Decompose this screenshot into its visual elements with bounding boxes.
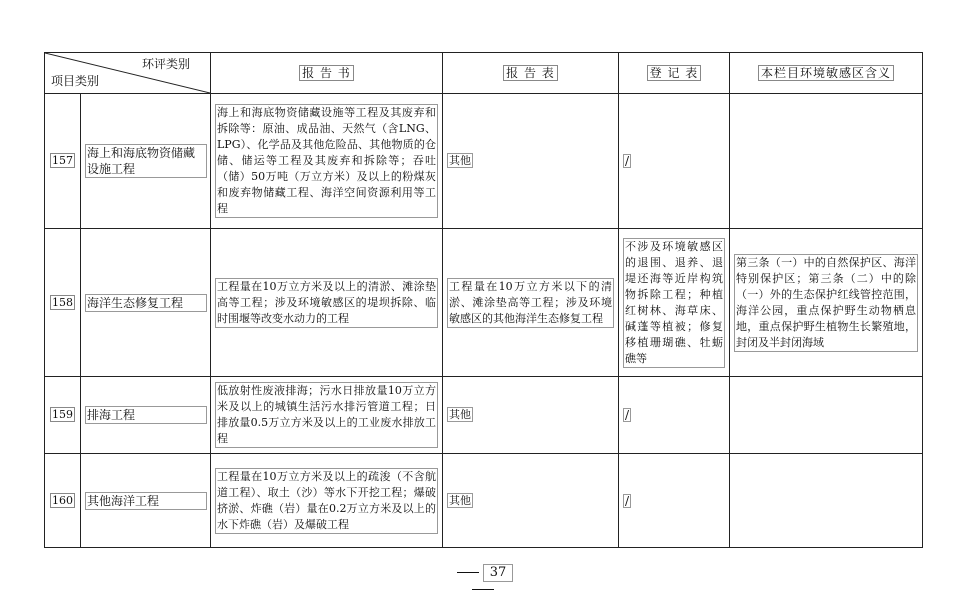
table-row [45, 229, 923, 377]
project-category: 海洋生态修复工程 [81, 229, 211, 377]
corner-top-label: 环评类别 [141, 57, 190, 71]
page-footer [440, 564, 526, 598]
sensitive-area-cell: 第三条（一）中的自然保护区、海洋特别保护区；第三条（二）中的除（一）外的生态保护红线管控范围，海洋公园，重点保护野生动物栖息地，重点保护野生植物生长繁殖地，封闭及半封闭海域 [730, 229, 923, 377]
row-number: 159 [45, 377, 81, 454]
row-number: 160 [45, 454, 81, 548]
header-register: 登 记 表 [619, 53, 730, 94]
footer-rule-left [457, 572, 479, 573]
header-sensitive-area: 本栏目环境敏感区含义 [730, 53, 923, 94]
table-row [45, 454, 923, 548]
register-cell: / [619, 94, 730, 229]
sensitive-area-cell [730, 454, 923, 548]
report-book-cell: 海上和海底物资储藏设施等工程及其废弃和拆除等：原油、成品油、天然气（含LNG、LPG）、化学品及其他危险品、其他物质的仓储、储运等工程及其废弃和拆除等；吞吐（储）50万吨（万立方米）及以上的粉煤灰和废弃物储藏工程、海洋空间资源利用等工程 [211, 94, 443, 229]
header-row [45, 53, 923, 94]
register-cell: / [619, 454, 730, 548]
project-category: 其他海洋工程 [81, 454, 211, 548]
header-report-table: 报 告 表 [443, 53, 619, 94]
sensitive-area-cell [730, 377, 923, 454]
eia-category-table [44, 52, 923, 548]
report-table-cell: 工程量在10万立方米以下的清淤、滩涂垫高等工程；涉及环境敏感区的其他海洋生态修复工程 [443, 229, 619, 377]
header-corner-cell [45, 53, 211, 94]
project-category: 排海工程 [81, 377, 211, 454]
report-table-cell: 其他 [443, 454, 619, 548]
table-row [45, 94, 923, 229]
register-cell: 不涉及环境敏感区的退围、退养、退堤还海等近岸构筑物拆除工程；种植红树林、海草床、碱蓬等植被；修复移植珊瑚礁、牡蛎礁等 [619, 229, 730, 377]
sensitive-area-cell [730, 94, 923, 229]
footer-rule-right [472, 589, 494, 590]
report-book-cell: 低放射性废液排海；污水日排放量10万立方米及以上的城镇生活污水排污管道工程；日排放量0.5万立方米及以上的工业废水排放工程 [211, 377, 443, 454]
row-number: 158 [45, 229, 81, 377]
header-report-book: 报 告 书 [211, 53, 443, 94]
register-cell: / [619, 377, 730, 454]
page-number: 37 [483, 564, 514, 582]
corner-bottom-label: 项目类别 [51, 74, 100, 88]
report-table-cell: 其他 [443, 377, 619, 454]
table-row [45, 377, 923, 454]
report-book-cell: 工程量在10万立方米及以上的清淤、滩涂垫高等工程；涉及环境敏感区的堤坝拆除、临时围堰等改变水动力的工程 [211, 229, 443, 377]
report-book-cell: 工程量在10万立方米及以上的疏浚（不含航道工程）、取土（沙）等水下开挖工程；爆破挤淤、炸礁（岩）量在0.2万立方米及以上的水下炸礁（岩）及爆破工程 [211, 454, 443, 548]
project-category: 海上和海底物资储藏设施工程 [81, 94, 211, 229]
row-number: 157 [45, 94, 81, 229]
report-table-cell: 其他 [443, 94, 619, 229]
